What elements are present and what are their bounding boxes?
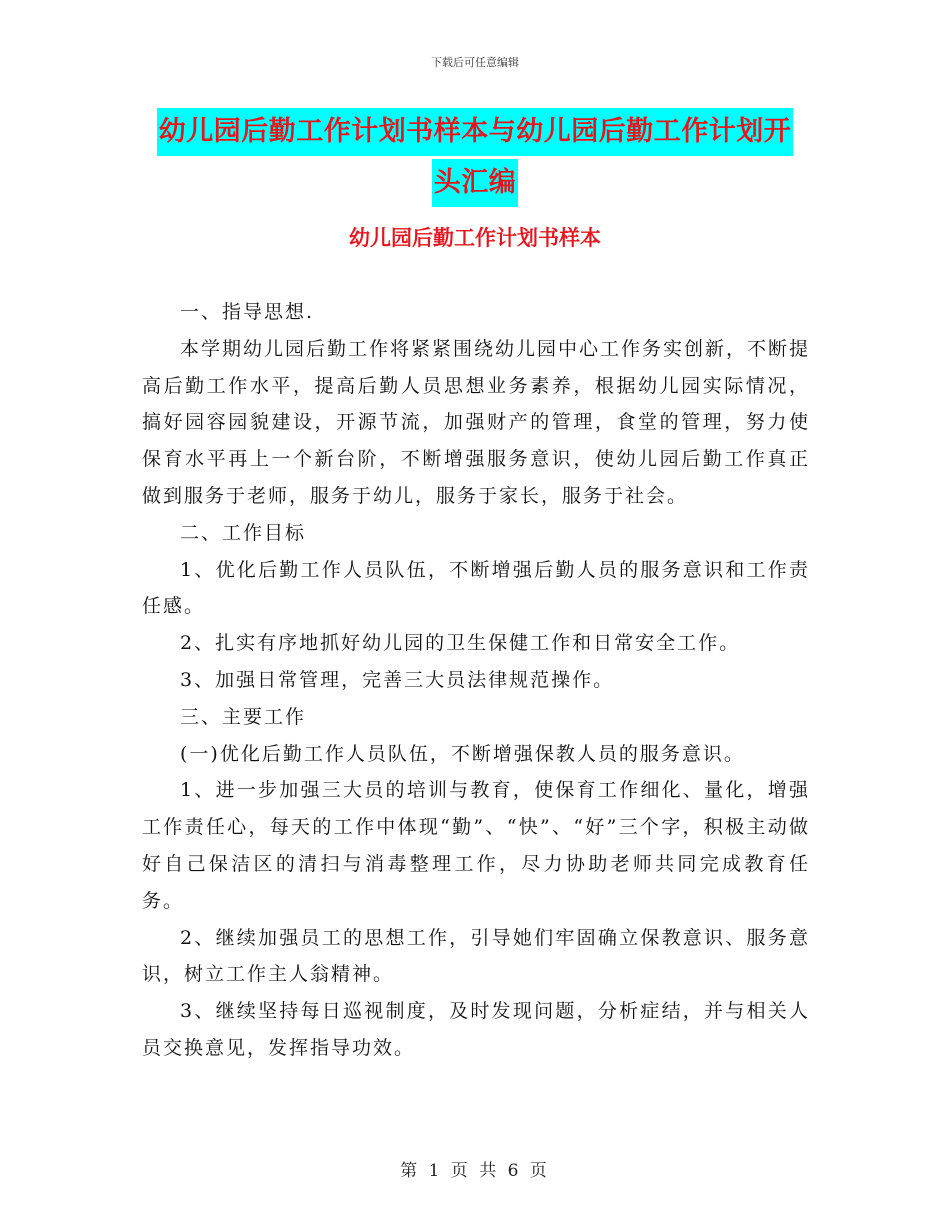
- paragraph: 3、继续坚持每日巡视制度，及时发现问题，分析症结，并与相关人员交换意见，发挥指导功效。: [142, 1000, 810, 1059]
- title-line-1: 幼儿园后勤工作计划书样本与幼儿园后勤工作计划开: [157, 108, 794, 156]
- paragraph: 2、扎实有序地抓好幼儿园的卫生保健工作和日常安全工作。: [180, 632, 741, 655]
- paragraph: 二、工作目标: [180, 521, 307, 544]
- header-note: 下载后可任意编辑: [431, 56, 519, 69]
- paragraph: 本学期幼儿园后勤工作将紧紧围绕幼儿园中心工作务实创新，不断提高后勤工作水平，提高后勤人员思想业务素养，根据幼儿园实际情况，搞好园容园貌建设，开源节流，加强财产的管理，食堂的管理，努力使保育水平再上一个新台阶，不断增强服务意识，使幼儿园后勤工作真正做到服务于老师，服务于幼儿，服务于家长，服务于社会。: [142, 337, 811, 507]
- page-footer: 第 1 页 共 6 页: [400, 1161, 550, 1181]
- paragraph: 1、进一步加强三大员的培训与教育，使保育工作细化、量化，增强工作责任心，每天的工作中体现“勤”、“快”、“好”三个字，积极主动做好自己保洁区的清扫与消毒整理工作，尽力协助老师共同完成教育任务。: [142, 779, 810, 912]
- title-line-2: 头汇编: [432, 159, 519, 207]
- paragraph: 一、指导思想.: [180, 301, 315, 323]
- paragraph: (一)优化后勤工作人员队伍，不断增强保教人员的服务意识。: [180, 742, 745, 765]
- paragraph: 三、主要工作: [180, 705, 307, 728]
- paragraph: 1、优化后勤工作人员队伍，不断增强后勤人员的服务意识和工作责任感。: [142, 558, 810, 618]
- paragraph: 3、加强日常管理，完善三大员法律规范操作。: [180, 668, 615, 691]
- section-subtitle: 幼儿园后勤工作计划书样本: [349, 226, 601, 250]
- document-title: [120, 108, 830, 210]
- paragraph: 2、继续加强员工的思想工作，引导她们牢固确立保教意识、服务意识，树立工作主人翁精神。: [142, 926, 810, 986]
- document-body: [142, 294, 810, 1067]
